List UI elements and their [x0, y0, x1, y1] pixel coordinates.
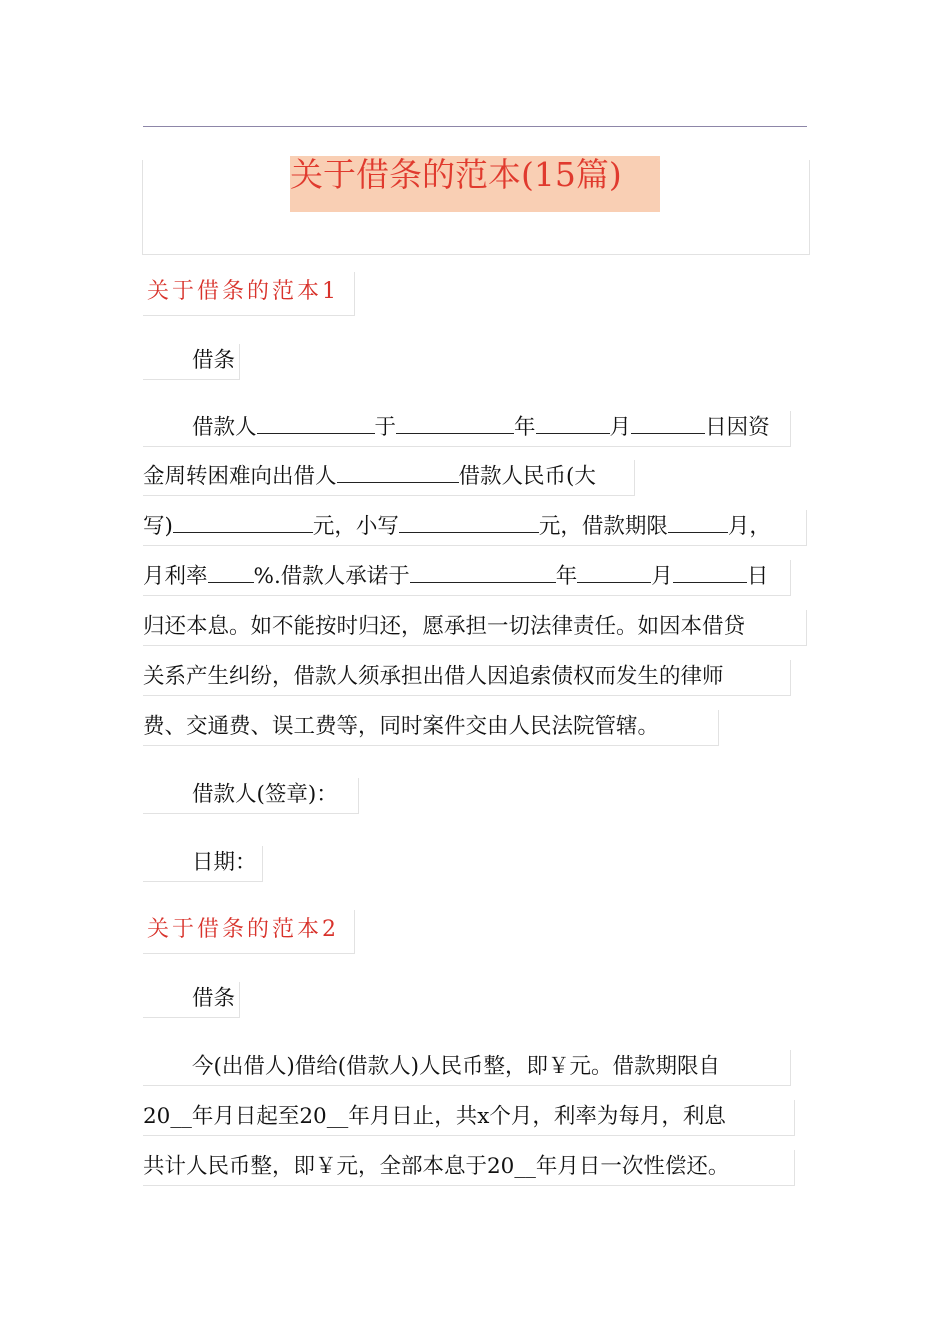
doc-title-2: 借条	[143, 982, 240, 1018]
body-line-1-2: 金周转困难向出借人 借款人民币(大	[143, 460, 635, 496]
body-line-1-7: 费、交通费、误工费等，同时案件交由人民法院管辖。	[143, 710, 719, 746]
body-line-2-1: 今(出借人)借给(借款人)人民币整，即￥元。借款期限自	[143, 1050, 791, 1086]
body-line-1-1: 借款人 于 年 月 日因资	[143, 411, 791, 447]
date-label: 日期：	[143, 846, 263, 882]
body-line-2-3: 共计人民币整，即￥元，全部本息于20__年月日一次性偿还。	[143, 1150, 795, 1186]
section-heading-2: 关于借条的范本2	[143, 910, 355, 954]
body-line-1-6: 关系产生纠纷，借款人须承担出借人因追索债权而发生的律师	[143, 660, 791, 696]
body-line-1-3: 写) 元，小写 元，借款期限 月，	[143, 510, 807, 546]
doc-title-1: 借条	[143, 344, 240, 380]
signature-label: 借款人(签章)：	[143, 778, 359, 814]
header-rule	[143, 126, 807, 127]
body-line-1-4: 月利率 %.借款人承诺于 年 月 日	[143, 560, 791, 596]
section-heading-1: 关于借条的范本1	[143, 272, 355, 316]
page-title: 关于借条的范本(15篇)	[290, 155, 622, 194]
body-line-2-2: 20__年月日起至20__年月日止，共x个月，利率为每月，利息	[143, 1100, 795, 1136]
body-line-1-5: 归还本息。如不能按时归还，愿承担一切法律责任。如因本借贷	[143, 610, 807, 646]
